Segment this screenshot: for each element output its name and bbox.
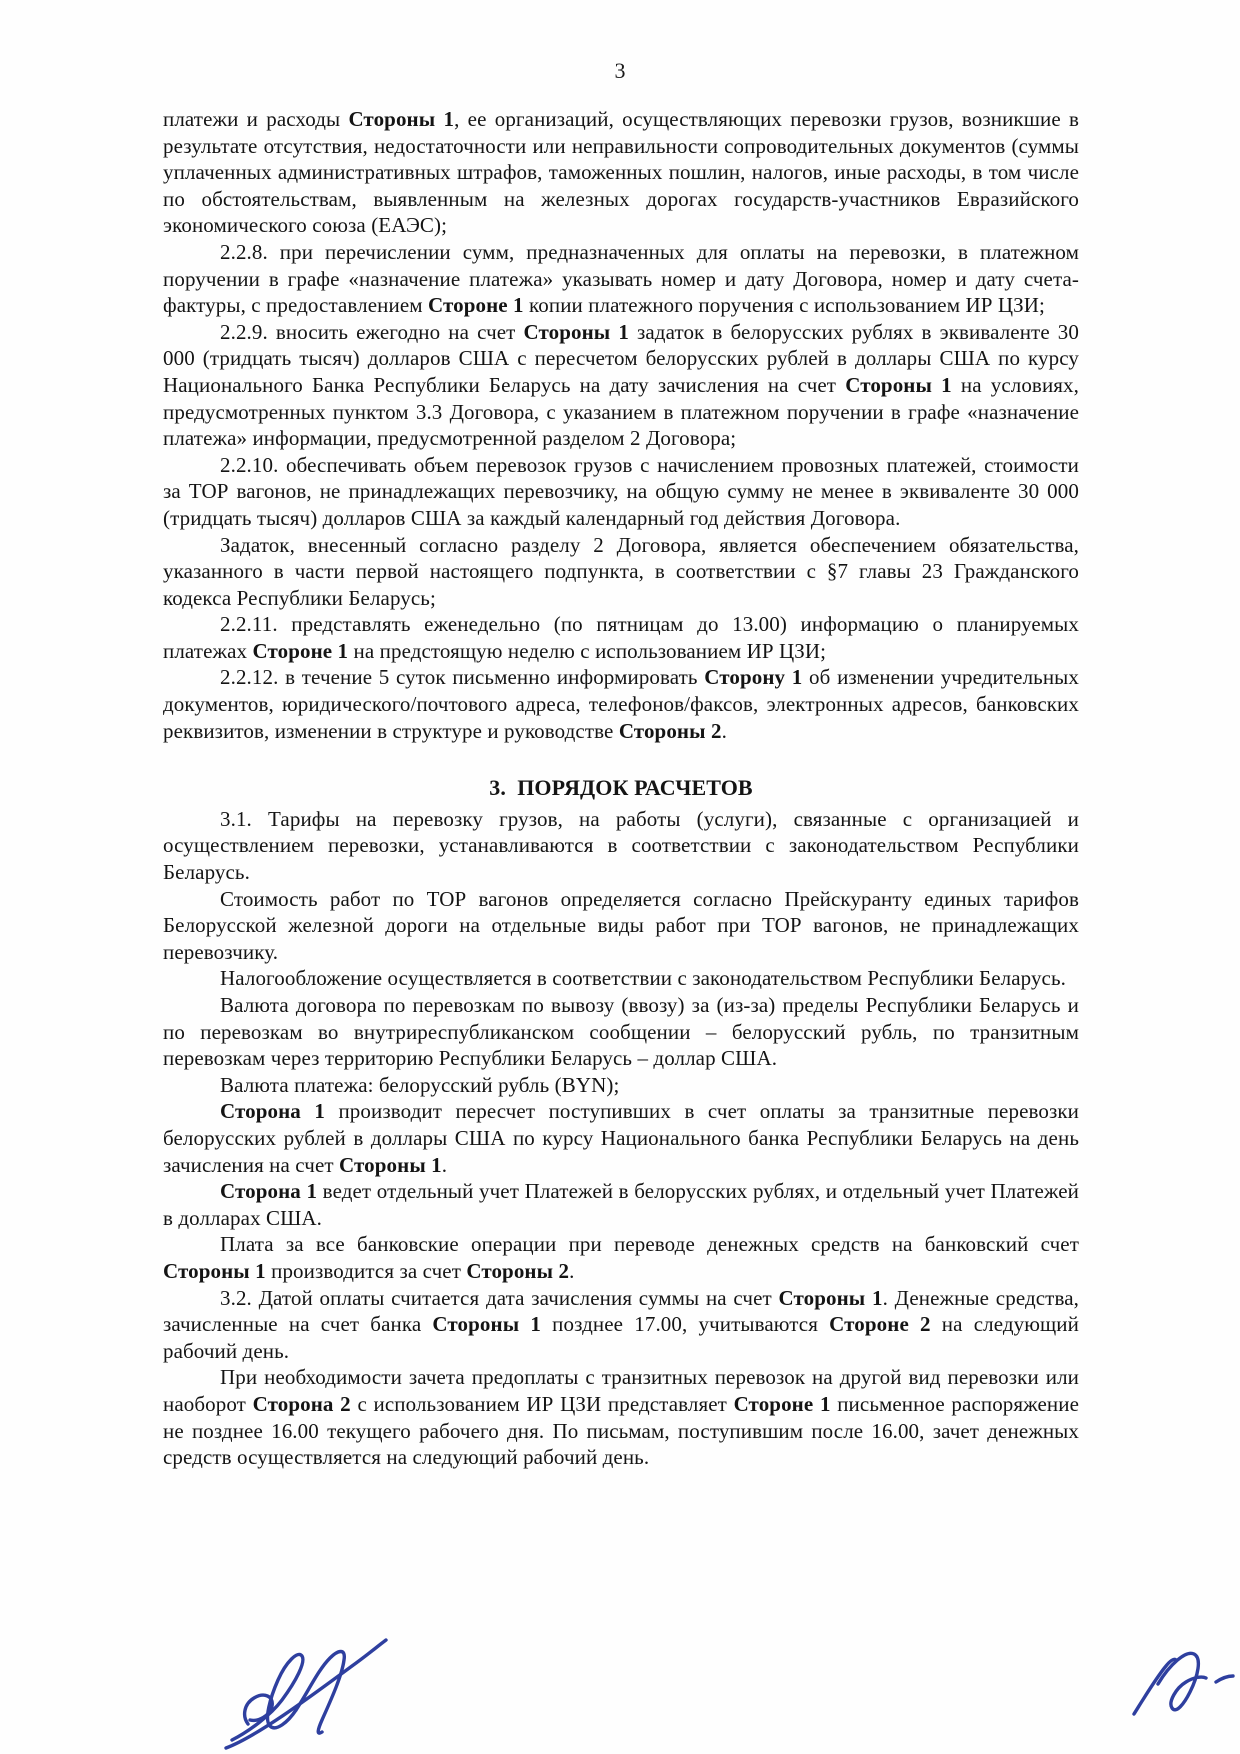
paragraph-2-2-12: 2.2.12. в течение 5 суток письменно информировать Сторону 1 об изменении учредительных документов, юридического/почтового адреса, телефонов/факсов, электронных адресов, банковских реквизитов, изменении в структуре и руководстве Стороны 2. [163, 665, 1079, 743]
section-heading-3: 3. ПОРЯДОК РАСЧЕТОВ [489, 775, 753, 801]
paragraph-2-2-8: 2.2.8. при перечислении сумм, предназначенных для оплаты на перевозки, в платежном поручении в графе «назначение платежа» указывать номер и дату Договора, номер и дату счета-фактуры, с предоставлением Стороне 1 копии платежного поручения с использованием ИР ЦЗИ; [163, 239, 1079, 318]
paragraph-3-2: 3.2. Датой оплаты считается дата зачисления суммы на счет Стороны 1. Денежные средства, зачисленные на счет банка Стороны 1 позднее 17.00, учитываются Стороне 2 на следующий рабочий день. [163, 1285, 1079, 1363]
paragraph-bank-fees: Плата за все банковские операции при переводе денежных средств на банковский счет Стороны 1 производится за счет Стороны 2. [163, 1232, 1079, 1283]
paragraph-taxation: Налогообложение осуществляется в соответствии с законодательством Республики Беларусь. [220, 966, 1067, 991]
document-body [163, 106, 1079, 1471]
signature-left [218, 1628, 403, 1753]
paragraph-contract-currency: Валюта договора по перевозкам по вывозу (ввозу) за (из-за) пределы Республики Беларусь и по перевозкам во внутриреспубликанском сообщении – белорусский рубль, по транзитным перевозкам через территорию Республики Беларусь – доллар США. [163, 993, 1079, 1071]
paragraph-continuation: платежи и расходы Стороны 1, ее организаций, осуществляющих перевозки грузов, возникшие в результате отсутствия, недостаточности или неправильности сопроводительных документов (суммы уплаченных административных штрафов, таможенных пошлин, налогов, иные расходы, в том числе по обстоятельствам, выявленным на железных дорогах государств-участников Евразийского экономического союза (ЕАЭС); [163, 107, 1079, 238]
page-number: 3 [614, 58, 626, 83]
paragraph-recalculation: Сторона 1 производит пересчет поступивших в счет оплаты за транзитные перевозки белорусских рублей в доллары США по курсу Национального банка Республики Беларусь на день зачисления на счет Стороны 1. [163, 1099, 1080, 1177]
paragraph-offset: При необходимости зачета предоплаты с транзитных перевозок на другой вид перевозки или наоборот Сторона 2 с использованием ИР ЦЗИ представляет Стороне 1 письменное распоряжение не позднее 16.00 текущего рабочего дня. По письмам, поступившим после 16.00, зачет денежных средств осуществляется на следующий рабочий день. [163, 1365, 1080, 1470]
paragraph-2-2-10: 2.2.10. обеспечивать объем перевозок грузов с начислением провозных платежей, стоимости за ТОР вагонов, не принадлежащих перевозчику, на общую сумму не менее в эквиваленте 30 000 (тридцать тысяч) долларов США за каждый календарный год действия Договора. [163, 452, 1079, 530]
paragraph-3-1: 3.1. Тарифы на перевозку грузов, на работы (услуги), связанные с организацией и осуществлением перевозки, устанавливаются в соответствии с законодательством Республики Беларусь. [163, 806, 1079, 885]
paragraph-payment-currency: Валюта платежа: белорусский рубль (BYN); [220, 1072, 620, 1097]
paragraph-2-2-9: 2.2.9. вносить ежегодно на счет Стороны 1 задаток в белорусских рублях в эквиваленте 30 000 (тридцать тысяч) долларов США с пересчетом белорусских рублей в доллары США по курсу Национального Банка Республики Беларусь на дату зачисления на счет Стороны 1 на условиях, предусмотренных пунктом 3.3 Договора, с указанием в платежном поручении в графе «назначение платежа» информации, предусмотренной разделом 2 Договора; [163, 319, 1079, 451]
paragraph-separate-accounting: Сторона 1 ведет отдельный учет Платежей в белорусских рублях, и отдельный учет Платежей в долларах США. [163, 1179, 1079, 1230]
signature-right [1128, 1642, 1238, 1732]
paragraph-2-2-11: 2.2.11. представлять еженедельно (по пятницам до 13.00) информацию о планируемых платежах Стороне 1 на предстоящую неделю с использованием ИР ЦЗИ; [163, 612, 1079, 663]
paragraph-deposit: Задаток, внесенный согласно разделу 2 Договора, является обеспечением обязательства, указанного в части первой настоящего подпункта, в соответствии с §7 главы 23 Гражданского кодекса Республики Беларусь; [163, 532, 1079, 610]
paragraph-tor-cost: Стоимость работ по ТОР вагонов определяется согласно Прейскуранту единых тарифов Белорусской железной дороги на отдельные виды работ при ТОР вагонов, не принадлежащих перевозчику. [163, 886, 1079, 964]
